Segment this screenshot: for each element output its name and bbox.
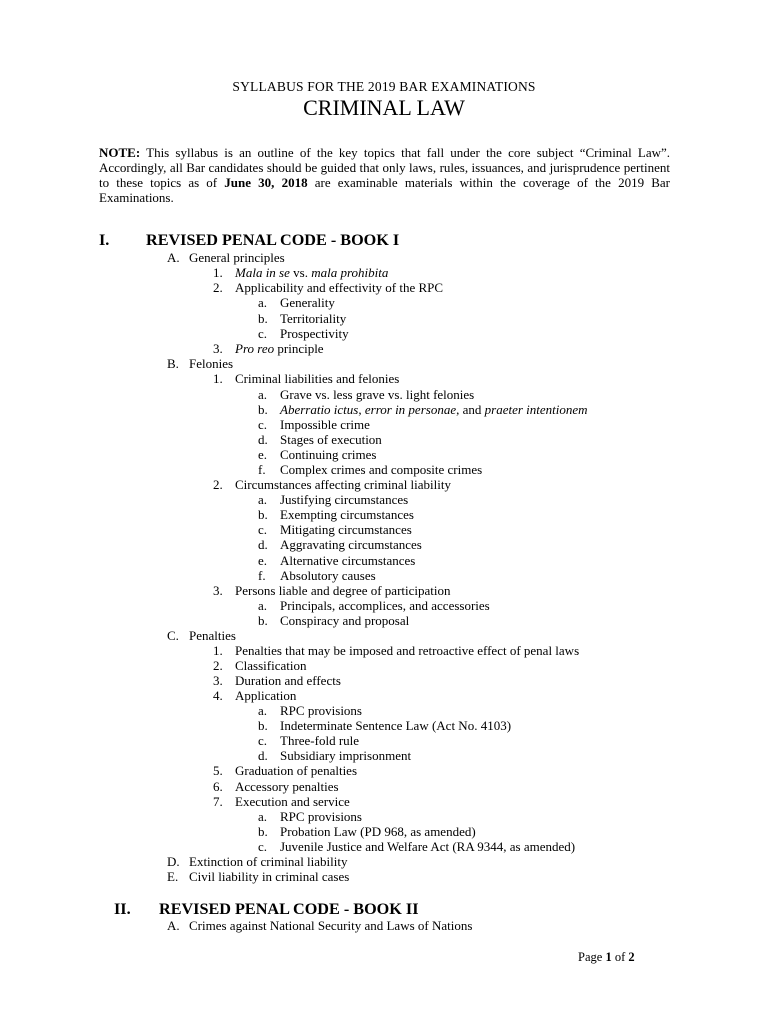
outline-text: Continuing crimes (280, 447, 377, 462)
italic-term: Aberratio ictus (280, 402, 359, 417)
outline-text: Application (235, 688, 297, 703)
outline-marker: 2. (213, 658, 223, 673)
outline-text: Penalties (189, 628, 236, 643)
outline-marker: 1. (213, 265, 223, 280)
outline-text: Execution and service (235, 794, 350, 809)
outline-marker: a. (258, 295, 268, 310)
outline-text: Duration and effects (235, 673, 341, 688)
text-fragment: vs. (289, 265, 312, 280)
outline-marker: 1. (213, 371, 223, 386)
outline-marker: 3. (213, 673, 223, 688)
outline-marker: a. (258, 809, 268, 824)
outline-text (280, 402, 588, 417)
text-fragment: principle (274, 341, 324, 356)
section-title: REVISED PENAL CODE - BOOK II (159, 900, 419, 918)
outline-text: Indeterminate Sentence Law (Act No. 4103) (280, 718, 512, 733)
outline-text: Exempting circumstances (280, 507, 414, 522)
outline-marker: 3. (213, 583, 223, 598)
outline-text (235, 265, 388, 280)
outline-marker: 2. (213, 280, 223, 295)
outline-text: Probation Law (PD 968, as amended) (280, 824, 476, 839)
outline-text: Penalties that may be imposed and retroactive effect of penal laws (235, 643, 580, 658)
outline-marker: c. (258, 417, 268, 432)
outline-text: RPC provisions (280, 809, 362, 824)
outline-marker: b. (258, 507, 268, 522)
italic-term: Pro reo (235, 341, 275, 356)
outline-marker: A. (167, 250, 180, 265)
section-title: REVISED PENAL CODE - BOOK I (146, 231, 400, 249)
outline-marker: d. (258, 432, 268, 447)
outline-text: Civil liability in criminal cases (189, 869, 350, 884)
outline-marker: 2. (213, 477, 223, 492)
outline-marker: 1. (213, 643, 223, 658)
outline-marker: 3. (213, 341, 223, 356)
page-title: CRIMINAL LAW (303, 95, 465, 120)
outline-marker: b. (258, 311, 268, 326)
outline-text: Subsidiary imprisonment (280, 748, 412, 763)
text-fragment: , (358, 402, 365, 417)
note-text-1: This syllabus is an outline of the key topics that fall under the core subject “Criminal Law”. Accordingly, all Bar candidates should be guided that only laws, rules, issuances, and jurisprudence pertinent to these topics as of (99, 145, 670, 191)
outline-text: Absolutory causes (280, 568, 376, 583)
outline-text: Generality (280, 295, 335, 310)
outline-text (235, 341, 324, 356)
outline-marker: b. (258, 613, 268, 628)
outline-marker: f. (258, 568, 266, 583)
outline-marker: c. (258, 733, 268, 748)
outline-marker: 5. (213, 763, 223, 778)
outline-text: Principals, accomplices, and accessories (280, 598, 490, 613)
outline-marker: c. (258, 326, 268, 341)
outline-text: Justifying circumstances (280, 492, 409, 507)
page-number-footer (578, 950, 635, 965)
outline-text: Classification (235, 658, 307, 673)
section-number: II. (114, 900, 131, 918)
outline-marker: c. (258, 522, 268, 537)
text-fragment: , and (456, 402, 485, 417)
outline-text: Accessory penalties (235, 779, 339, 794)
outline-text: Complex crimes and composite crimes (280, 462, 483, 477)
outline-text: Mitigating circumstances (280, 522, 412, 537)
outline-text: Territoriality (280, 311, 347, 326)
outline-marker: a. (258, 703, 268, 718)
outline-marker: e. (258, 447, 268, 462)
current-page: 1 (605, 950, 612, 964)
note-text-2: are examinable materials within the coverage of the 2019 Bar Examinations. (99, 175, 671, 206)
syllabus-heading: SYLLABUS FOR THE 2019 BAR EXAMINATIONS (232, 79, 536, 94)
outline-marker: D. (167, 854, 180, 869)
outline-marker: A. (167, 918, 180, 933)
italic-term: mala prohibita (311, 265, 389, 280)
outline-marker: a. (258, 387, 268, 402)
outline-marker: 4. (213, 688, 223, 703)
outline-marker: 7. (213, 794, 223, 809)
outline-marker: C. (167, 628, 179, 643)
outline-text: Extinction of criminal liability (189, 854, 348, 869)
outline-text: Impossible crime (280, 417, 370, 432)
outline-text: Alternative circumstances (280, 553, 416, 568)
outline-text: Applicability and effectivity of the RPC (235, 280, 444, 295)
outline-text: Stages of execution (280, 432, 382, 447)
outline-marker: E. (167, 869, 179, 884)
outline-marker: a. (258, 492, 268, 507)
outline-marker: d. (258, 748, 268, 763)
outline-marker: b. (258, 718, 268, 733)
outline-text: Three-fold rule (280, 733, 360, 748)
outline-text: Felonies (189, 356, 234, 371)
outline-marker: c. (258, 839, 268, 854)
outline-marker: e. (258, 553, 268, 568)
outline-text: Juvenile Justice and Welfare Act (RA 9344, as amended) (280, 839, 576, 854)
italic-term: praeter intentionem (484, 402, 588, 417)
outline-text: General principles (189, 250, 285, 265)
note-date: June 30, 2018 (224, 175, 308, 191)
outline-text: Circumstances affecting criminal liability (235, 477, 451, 492)
outline-marker: a. (258, 598, 268, 613)
page-word: Page (578, 950, 603, 964)
outline-text: Criminal liabilities and felonies (235, 371, 400, 386)
outline-text: Persons liable and degree of participation (235, 583, 451, 598)
outline-marker: b. (258, 824, 268, 839)
outline-text: RPC provisions (280, 703, 362, 718)
outline-text: Conspiracy and proposal (280, 613, 410, 628)
outline-text: Prospectivity (280, 326, 349, 341)
of-word: of (614, 950, 626, 964)
note-paragraph (99, 145, 670, 205)
outline-marker: b. (258, 402, 268, 417)
outline-text: Graduation of penalties (235, 763, 358, 778)
outline-text: Grave vs. less grave vs. light felonies (280, 387, 475, 402)
italic-term: error in personae (364, 402, 457, 417)
outline-text: Crimes against National Security and Laws of Nations (189, 918, 473, 933)
italic-term: Mala in se (235, 265, 290, 280)
section-number: I. (99, 231, 110, 249)
outline-text: Aggravating circumstances (280, 537, 422, 552)
outline-marker: 6. (213, 779, 223, 794)
outline-marker: f. (258, 462, 266, 477)
note-label: NOTE: (99, 145, 141, 160)
total-pages: 2 (628, 950, 635, 964)
outline-marker: d. (258, 537, 268, 552)
outline-marker: B. (167, 356, 179, 371)
